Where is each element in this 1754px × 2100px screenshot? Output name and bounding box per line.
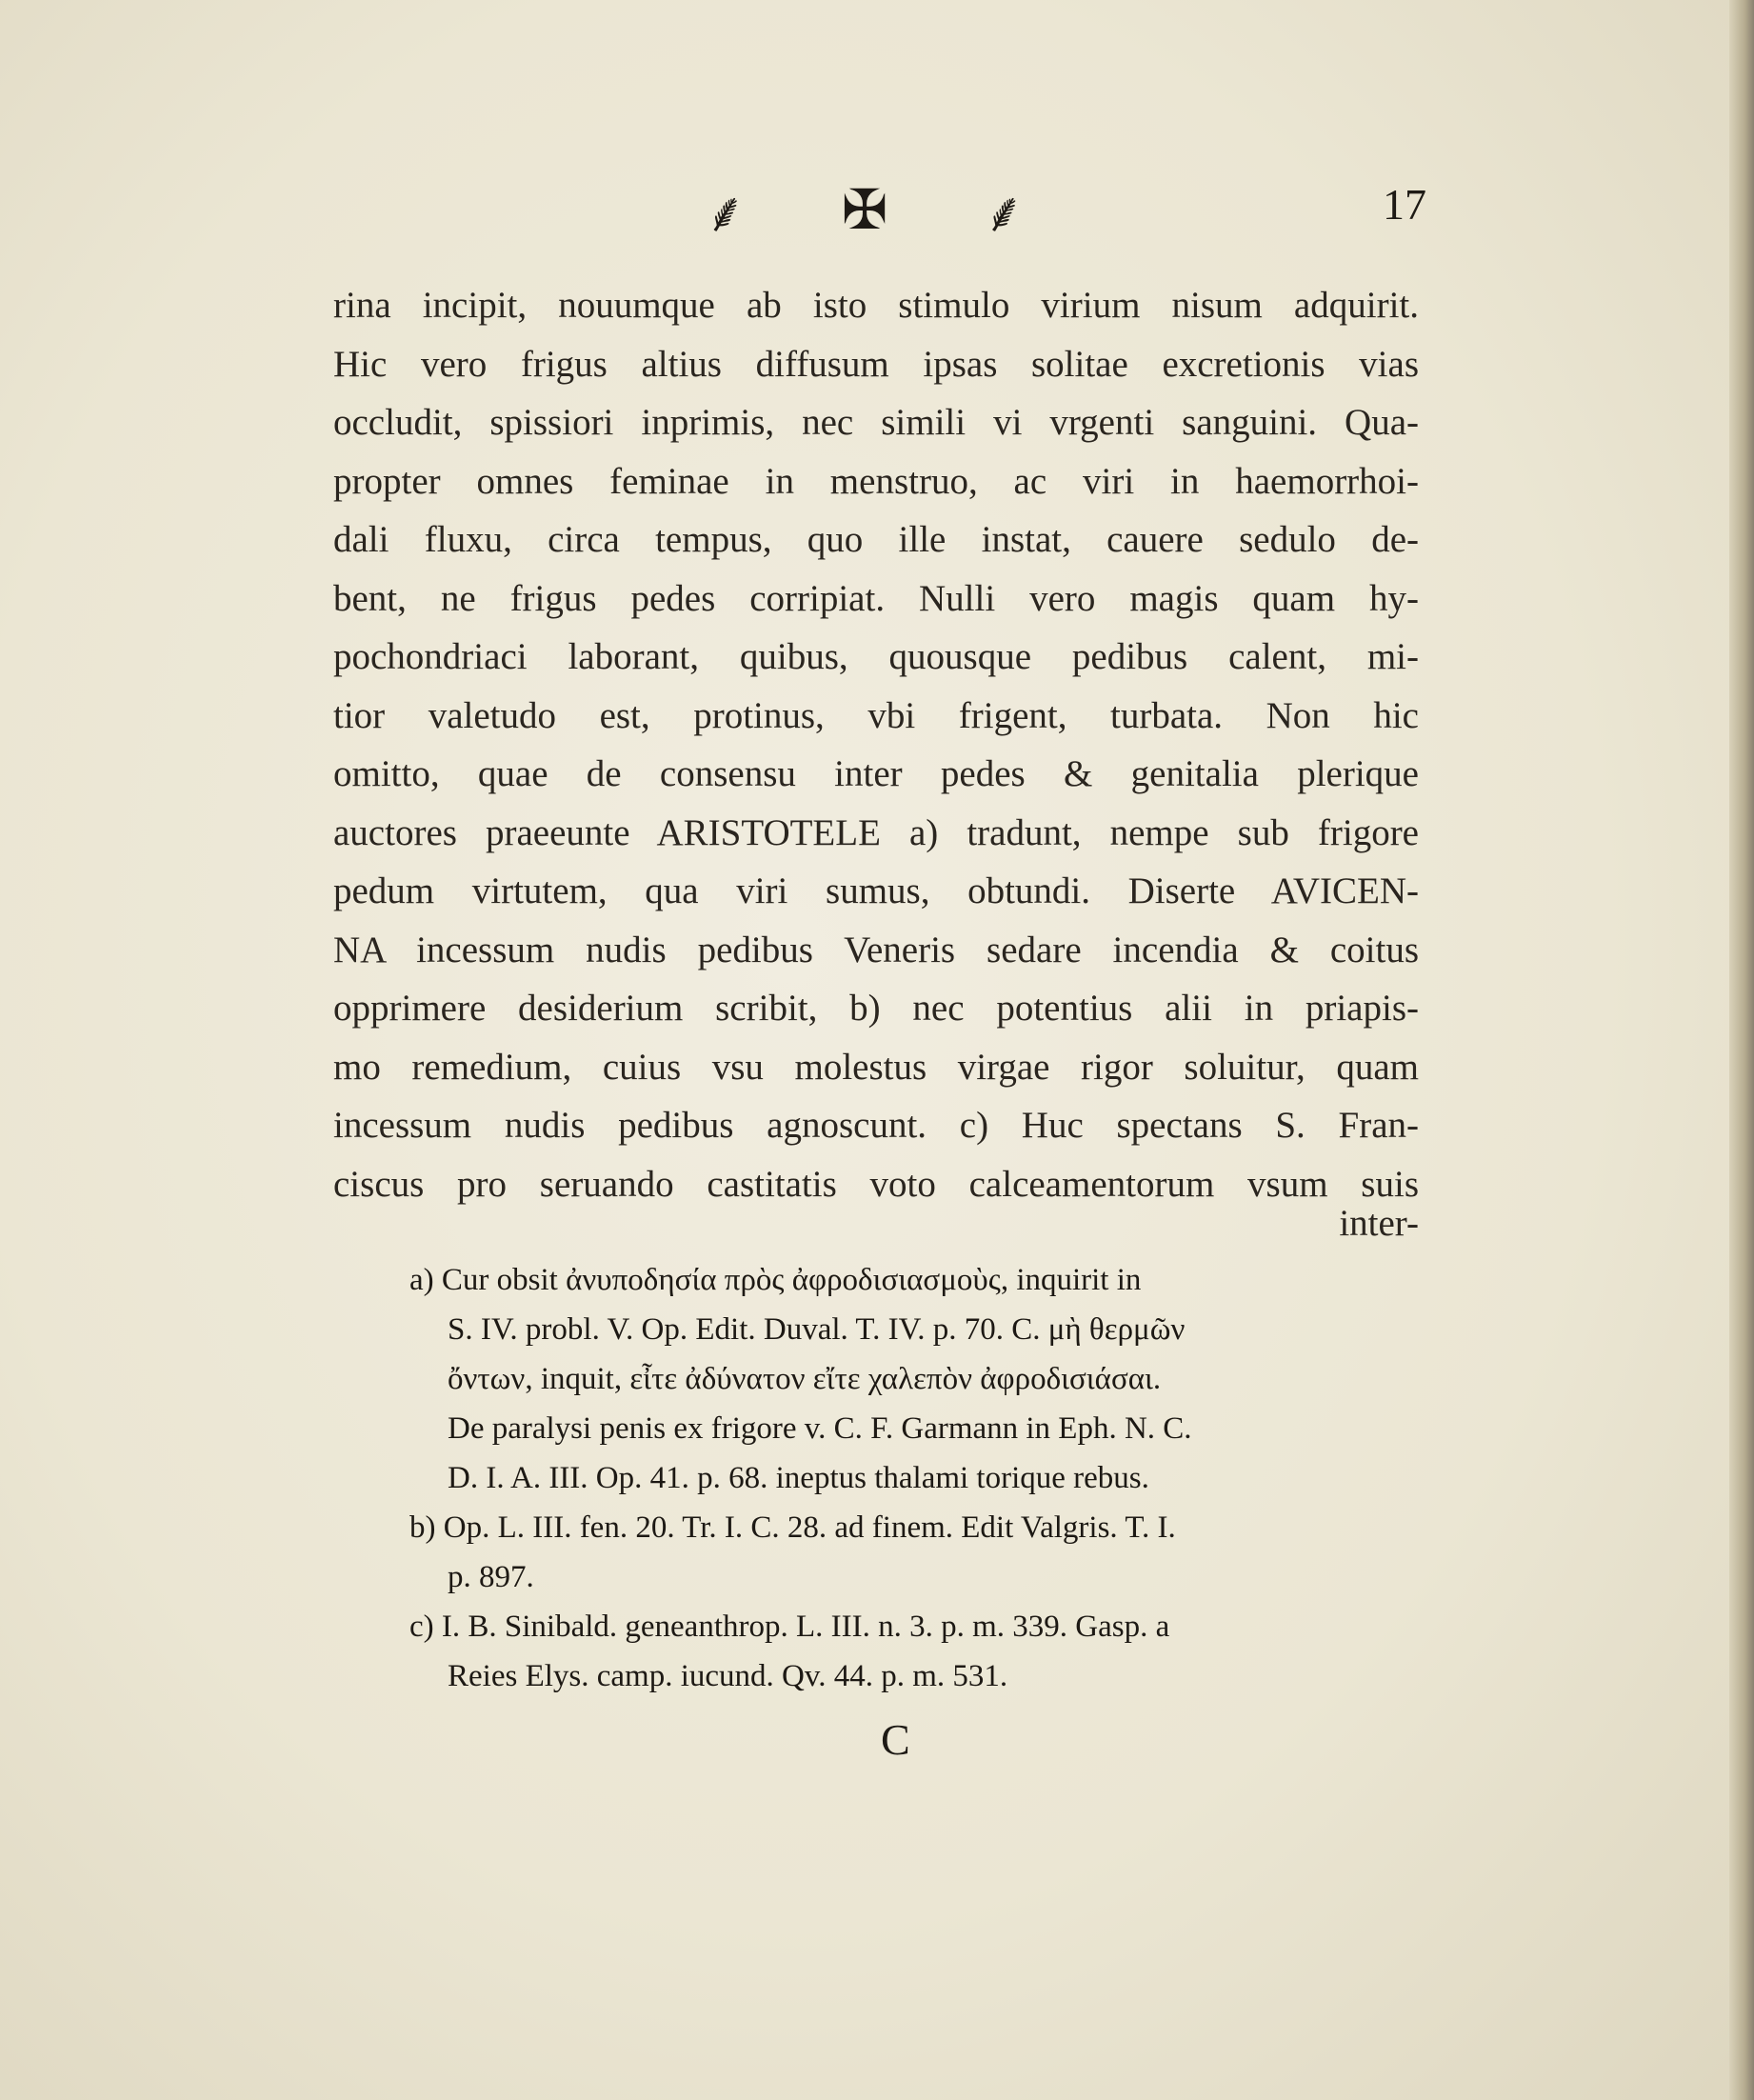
signature-mark: C [881, 1715, 910, 1764]
ornament-right-icon: ⸙ [983, 179, 1028, 245]
body-line: rina incipit, nouumque ab isto stimulo virium nisum adquirit. [333, 285, 1419, 326]
body-line: Hic vero frigus altius diffusum ipsas solitae excretionis vias [333, 343, 1419, 385]
footnote-line: a) Cur obsit ἀνυποδησία πρὸς ἀφροδισιασμοὺς, inquirit in [409, 1263, 1142, 1297]
body-line: NA incessum nudis pedibus Veneris sedare incendia & coitus [333, 929, 1419, 970]
footnote-line: D. I. A. III. Op. 41. p. 68. ineptus thalami torique rebus. [448, 1461, 1149, 1495]
body-line: pochondriaci laborant, quibus, quousque pedibus calent, mi- [333, 636, 1419, 677]
body-line: omitto, quae de consensu inter pedes & genitalia plerique [333, 753, 1419, 794]
footnote-line: De paralysi penis ex frigore v. C. F. Garmann in Eph. N. C. [448, 1411, 1192, 1446]
body-line: opprimere desiderium scribit, b) nec potentius alii in priapis- [333, 988, 1419, 1029]
body-line: incessum nudis pedibus agnoscunt. c) Huc spectans S. Fran- [333, 1105, 1419, 1146]
body-line: dali fluxu, circa tempus, quo ille instat, cauere sedulo de- [333, 519, 1419, 560]
page-edge [1729, 0, 1754, 2100]
body-line: bent, ne frigus pedes corripiat. Nulli vero magis quam hy- [333, 577, 1419, 619]
footnotes [409, 1255, 1419, 1701]
ornament-left-icon: ⸙ [705, 179, 750, 245]
footnote-line: ὄντων, inquit, εἶτε ἀδύνατον εἴτε χαλεπὸν ἀφροδισιάσαι. [448, 1362, 1162, 1396]
footnote-line: b) Op. L. III. fen. 20. Tr. I. C. 28. ad finem. Edit Valgris. T. I. [409, 1510, 1176, 1545]
body-line: pedum virtutem, qua viri sumus, obtundi. Diserte AVICEN- [333, 870, 1419, 911]
catchword: inter- [1339, 1203, 1419, 1244]
footnote-line: S. IV. probl. V. Op. Edit. Duval. T. IV. p. 70. C. μὴ θερμῶν [448, 1312, 1186, 1347]
body-line: propter omnes feminae in menstruo, ac viri in haemorrhoi- [333, 460, 1419, 502]
page-number: 17 [1383, 180, 1426, 229]
header-ornament [705, 176, 1028, 243]
body-text [333, 276, 1419, 1213]
footnote-line: Reies Elys. camp. iucund. Qv. 44. p. m. 531. [448, 1659, 1008, 1693]
ornament-center-icon: ✠ [841, 177, 892, 242]
body-line: ciscus pro seruando castitatis voto calceamentorum vsum suis [333, 1163, 1419, 1205]
footnote-line: p. 897. [448, 1560, 534, 1594]
body-line: mo remedium, cuius vsu molestus virgae rigor soluitur, quam [333, 1046, 1419, 1088]
body-line: occludit, spissiori inprimis, nec simili vi vrgenti sanguini. Qua- [333, 402, 1419, 443]
body-line: auctores praeeunte ARISTOTELE a) tradunt, nempe sub frigore [333, 811, 1419, 853]
body-line: tior valetudo est, protinus, vbi frigent, turbata. Non hic [333, 694, 1419, 736]
footnote-line: c) I. B. Sinibald. geneanthrop. L. III. n. 3. p. m. 339. Gasp. a [409, 1610, 1170, 1644]
